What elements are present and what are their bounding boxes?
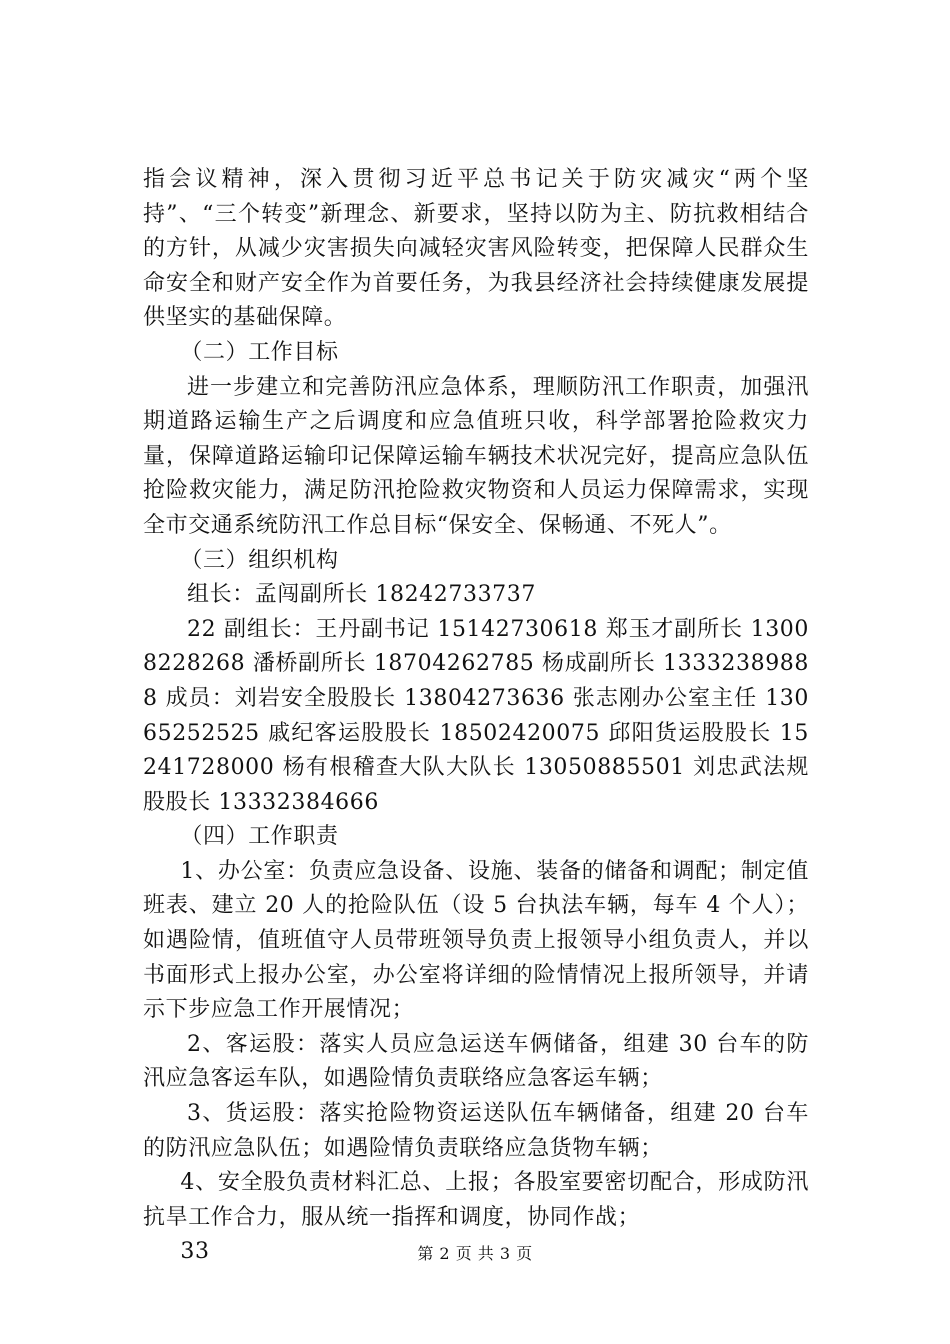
heading-organization: （三）组织机构 (180, 547, 339, 573)
paragraph-page-marker: 33 (180, 1239, 210, 1265)
paragraph-guiding-spirit: 指会议精神，深入贯彻习近平总书记关于防灾减灾“两个坚持”、“三个转变”新理念、新要求，坚持以防为主、防抗救相结合的方针，从减少灾害损失向减轻灾害风险转变，把保障人民群众生命安全和财产安全作为首要任务，为我县经济社会持续健康发展提供坚实的基础保障。 (143, 167, 809, 331)
heading-responsibilities: （四）工作职责 (180, 824, 339, 850)
paragraph-duty-office: 1、办公室：负责应急设备、设施、装备的储备和调配；制定值班表、建立 20 人的抢险队伍（设 5 台执法车辆，每车 4 个人）；如遇险情，值班值守人员带班领导负责上报领导小组负责人，并以书面形式上报办公室，办公室将详细的险情情况上报所领导，并请示下步应急工作开展情况； (143, 858, 809, 1023)
paragraph-duty-safety: 4、安全股负责材料汇总、上报；各股室要密切配合，形成防汛抗旱工作合力，服从统一指挥和调度，协同作战； (143, 1170, 809, 1230)
paragraph-work-goals: 进一步建立和完善防汛应急体系，理顺防汛工作职责，加强汛期道路运输生产之后调度和应急值班只收，科学部署抢险救灾力量，保障道路运输印记保障运输车辆技术状况完好，提高应急队伍抢险救灾能力，满足防汛抢险救灾物资和人员运力保障需求，实现全市交通系统防汛工作总目标“保安全、保畅通、不死人”。 (143, 374, 809, 538)
paragraph-members: 22 副组长：王丹副书记 15142730618 郑玉才副所长 13008228268 潘桥副所长 18704262785 杨成副所长 13332389888 成员：刘岩安全股股长 13804273636 张志刚办公室主任 13065252525 戚纪客运股股长 18502420075 邱阳货运股股长 15241728000 杨有根稽查大队大队长 13050885501 刘忠武法规股股长 13332384666 (143, 616, 809, 815)
document-body (143, 163, 809, 1270)
heading-work-goals: （二）工作目标 (180, 339, 339, 365)
paragraph-duty-freight: 3、货运股：落实抢险物资运送队伍车辆储备，组建 20 台车的防汛应急队伍；如遇险情负责联络应急货物车辆； (143, 1101, 809, 1161)
page-footer: 第 2 页 共 3 页 (417, 1244, 533, 1263)
paragraph-duty-passenger: 2、客运股：落实人员应急运送车俩储备，组建 30 台车的防汛应急客运车队，如遇险情负责联络应急客运车辆； (143, 1031, 809, 1092)
paragraph-group-leader: 组长：孟闯副所长 18242733737 (187, 582, 536, 608)
